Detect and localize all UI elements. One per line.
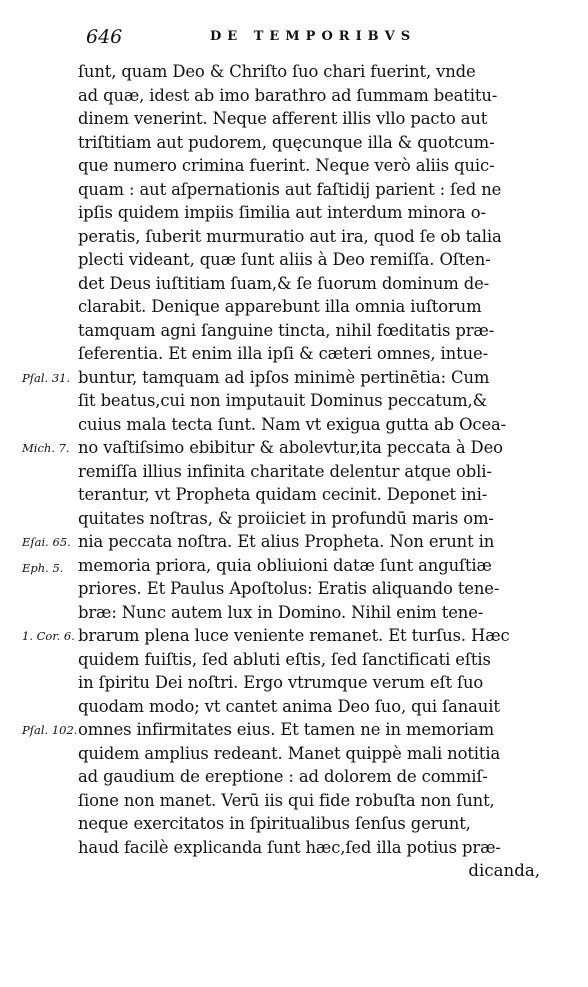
text-line: dinem venerint. Neque afferent illis vllo pacto aut	[78, 109, 488, 128]
text-line: neque exercitatos in ſpiritualibus ſenſus gerunt,	[78, 814, 471, 833]
margin-note: Pſal. 102.	[22, 723, 78, 737]
text-line: haud facilè explicanda ſunt hæc,ſed illa potius præ-	[78, 837, 501, 857]
text-line: triſtitiam aut pudorem, quęcunque illa & quotcum-	[78, 132, 495, 152]
text-line: ſeferentia. Et enim illa ipſi & cæteri omnes, intue-	[78, 344, 489, 363]
text-line: clarabit. Denique apparebunt illa omnia iuſtorum	[78, 297, 482, 316]
margin-note: Eſai. 65.	[22, 535, 71, 549]
text-line: quitates noſtras, & proiiciet in profundū maris om-	[78, 508, 494, 528]
text-line: quam : aut aſpernationis aut faſtidij parient : ſed ne	[78, 179, 502, 199]
text-line: in ſpiritu Dei noſtri. Ergo vtrumque verum eſt ſuo	[78, 673, 484, 692]
text-line: brarum plena luce veniente remanet. Et turſus. Hæc	[78, 626, 510, 645]
text-line: quidem fuiſtis, ſed abluti eſtis, ſed ſanctificati eſtis	[78, 649, 491, 669]
text-line: terantur, vt Propheta quidam cecinit. Deponet ini-	[78, 485, 488, 504]
text-line: que numero crimina fuerint. Neque verò aliis quic-	[78, 156, 495, 175]
text-line: tamquam agni ſanguine tincta, nihil fœditatis præ-	[78, 320, 495, 340]
text-line: cuius mala tecta ſunt. Nam vt exigua gutta ab Ocea-	[78, 414, 507, 434]
running-title: DE TEMPORIBVS	[210, 29, 417, 44]
body-text	[78, 60, 548, 883]
text-line: buntur, tamquam ad ipſos minimè pertinētia: Cum	[78, 367, 490, 387]
text-line: plecti videant, quæ ſunt aliis à Deo remiſſa. Oſten-	[78, 250, 491, 269]
text-line: ſit beatus,cui non imputauit Dominus peccatum,&	[78, 391, 488, 410]
margin-note: Mich. 7.	[22, 441, 70, 455]
text-line: ad quæ, idest ab imo barathro ad ſummam beatitu-	[78, 85, 498, 105]
margin-note: Pſal. 31.	[22, 370, 71, 385]
text-line: bræ: Nunc autem lux in Domino. Nihil enim tene-	[78, 602, 484, 622]
text-line: quodam modo; vt cantet anima Deo ſuo, qui ſanauit	[78, 696, 500, 716]
text-line: ipſis quidem impiis ſimilia aut interdum minora o-	[78, 203, 486, 222]
text-line: no vaſtiſsimo ebibitur & abolevtur,ita peccata à Deo	[78, 438, 503, 457]
text-line: memoria priora, quia obliuioni datæ ſunt anguſtiæ	[78, 555, 492, 575]
text-line: ſione non manet. Verū iis qui fide robuſta non ſunt,	[78, 790, 495, 810]
text-line: dicanda,	[468, 861, 540, 880]
text-line: quidem amplius redeant. Manet quippè mali notitia	[78, 743, 501, 763]
text-line: ſunt, quam Deo & Chriſto ſuo chari fuerint, vnde	[78, 62, 476, 81]
page-number: 646	[86, 26, 123, 48]
page-header	[80, 26, 560, 50]
text-line: omnes infirmitates eius. Et tamen ne in memoriam	[78, 720, 494, 739]
text-line: priores. Et Paulus Apoſtolus: Eratis aliquando tene-	[78, 579, 500, 598]
text-line: det Deus iuſtitiam ſuam,& ſe ſuorum dominum de-	[78, 273, 490, 293]
margin-note: 1. Cor. 6.	[22, 629, 75, 643]
text-line: ad gaudium de ereptione : ad dolorem de commiſ-	[78, 767, 488, 786]
text-line: remiſſa illius infinita charitate delentur atque obli-	[78, 461, 492, 481]
text-line: nia peccata noſtra. Et alius Propheta. Non erunt in	[78, 532, 495, 551]
text-line: peratis, ſuberit murmuratio aut ira, quod ſe ob talia	[78, 226, 502, 246]
margin-note: Eph. 5.	[22, 560, 64, 575]
